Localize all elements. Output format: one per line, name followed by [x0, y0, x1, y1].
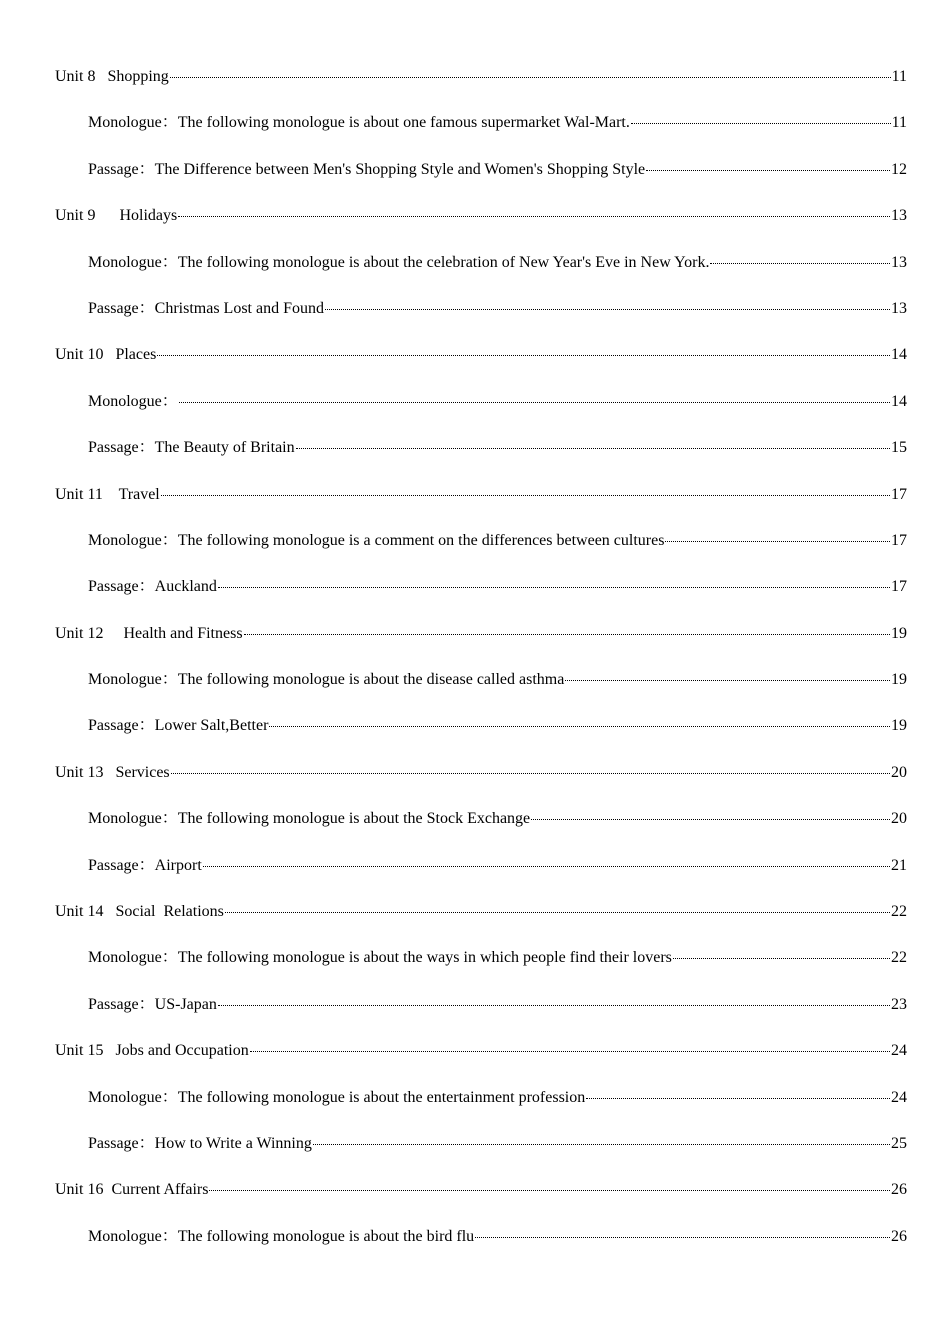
- toc-page-number: 25: [891, 1134, 907, 1152]
- toc-page-number: 23: [891, 995, 907, 1013]
- dot-leader: [710, 263, 890, 264]
- toc-entry-title: Passage：Airport: [88, 856, 202, 874]
- dot-leader: [209, 1190, 890, 1191]
- toc-entry-title: Passage：How to Write a Winning: [88, 1134, 312, 1152]
- toc-passage-entry[interactable]: [55, 1133, 907, 1179]
- toc-monologue-entry[interactable]: [55, 391, 907, 437]
- dot-leader: [161, 495, 890, 496]
- toc-monologue-entry[interactable]: [55, 252, 907, 298]
- toc-page-number: 14: [891, 346, 907, 364]
- toc-page-number: 13: [891, 299, 907, 317]
- dot-leader: [665, 541, 890, 542]
- toc-entry-title: Monologue：The following monologue is about the celebration of New Year's Eve in New York.: [88, 253, 710, 271]
- toc-monologue-entry[interactable]: [55, 808, 907, 854]
- toc-page-number: 24: [891, 1088, 907, 1106]
- toc-entry-title: Passage：Auckland: [88, 578, 217, 596]
- toc-entry-title: Passage：The Difference between Men's Shopping Style and Women's Shopping Style: [88, 160, 646, 178]
- dot-leader: [250, 1051, 890, 1052]
- toc-page-number: 13: [891, 253, 907, 271]
- toc-entry-title: Passage：US-Japan: [88, 995, 217, 1013]
- toc-entry-title: Unit 13 Services: [55, 763, 170, 781]
- dot-leader: [171, 773, 890, 774]
- toc-entry-title: Monologue：The following monologue is a comment on the differences between cultures: [88, 531, 665, 549]
- dot-leader: [218, 1005, 890, 1006]
- toc-passage-entry[interactable]: [55, 159, 907, 205]
- toc-page-number: 11: [891, 68, 907, 85]
- toc-entry-title: Unit 8 Shopping: [55, 68, 169, 85]
- toc-passage-entry[interactable]: [55, 715, 907, 761]
- dot-leader: [225, 912, 890, 913]
- toc-page-number: 22: [891, 903, 907, 921]
- toc-entry-title: Unit 9 Holidays: [55, 207, 178, 225]
- toc-page-number: 14: [891, 392, 907, 410]
- toc-passage-entry[interactable]: [55, 298, 907, 344]
- dot-leader: [218, 587, 890, 588]
- toc-unit-entry[interactable]: [55, 762, 907, 808]
- toc-page-number: 20: [891, 763, 907, 781]
- toc-monologue-entry[interactable]: [55, 112, 907, 158]
- dot-leader: [673, 958, 890, 959]
- toc-monologue-entry[interactable]: [55, 530, 907, 576]
- toc-page-number: 15: [891, 439, 907, 457]
- toc-entry-title: Passage：Christmas Lost and Found: [88, 299, 324, 317]
- dot-leader: [646, 170, 890, 171]
- toc-page-number: 17: [891, 578, 907, 596]
- toc-entry-title: Passage：Lower Salt,Better: [88, 717, 269, 735]
- dot-leader: [170, 77, 891, 78]
- dot-leader: [203, 866, 890, 867]
- toc-entry-title: Monologue：The following monologue is about the bird flu: [88, 1227, 475, 1245]
- table-of-contents: [55, 66, 907, 1272]
- dot-leader: [244, 634, 890, 635]
- toc-passage-entry[interactable]: [55, 855, 907, 901]
- toc-monologue-entry[interactable]: [55, 1087, 907, 1133]
- toc-page-number: 22: [891, 949, 907, 967]
- dot-leader: [296, 448, 890, 449]
- toc-passage-entry[interactable]: [55, 576, 907, 622]
- toc-entry-title: Unit 11 Travel: [55, 485, 160, 503]
- toc-unit-entry[interactable]: [55, 623, 907, 669]
- toc-passage-entry[interactable]: [55, 994, 907, 1040]
- dot-leader: [586, 1098, 890, 1099]
- toc-page-number: 17: [891, 531, 907, 549]
- dot-leader: [325, 309, 890, 310]
- toc-page-number: 17: [891, 485, 907, 503]
- toc-unit-entry[interactable]: [55, 484, 907, 530]
- toc-unit-entry[interactable]: [55, 66, 907, 112]
- dot-leader: [475, 1237, 890, 1238]
- dot-leader: [313, 1144, 890, 1145]
- toc-entry-title: Unit 12 Health and Fitness: [55, 624, 243, 642]
- toc-entry-title: Monologue：: [88, 392, 178, 410]
- toc-entry-title: Monologue：The following monologue is about the Stock Exchange: [88, 810, 531, 828]
- toc-page-number: 20: [891, 810, 907, 828]
- dot-leader: [179, 402, 890, 403]
- toc-unit-entry[interactable]: [55, 901, 907, 947]
- toc-entry-title: Monologue：The following monologue is about the ways in which people find their lovers: [88, 949, 672, 967]
- toc-entry-title: Monologue：The following monologue is about the disease called asthma: [88, 671, 565, 689]
- toc-unit-entry[interactable]: [55, 1040, 907, 1086]
- dot-leader: [157, 355, 890, 356]
- toc-unit-entry[interactable]: [55, 1179, 907, 1225]
- toc-page-number: 19: [891, 717, 907, 735]
- toc-entry-title: Passage：The Beauty of Britain: [88, 439, 295, 457]
- toc-entry-title: Unit 10 Places: [55, 346, 157, 364]
- toc-page-number: 26: [891, 1227, 907, 1245]
- toc-page-number: 24: [891, 1042, 907, 1060]
- toc-entry-title: Monologue：The following monologue is about the entertainment profession: [88, 1088, 586, 1106]
- dot-leader: [178, 216, 890, 217]
- toc-entry-title: Unit 15 Jobs and Occupation: [55, 1042, 249, 1060]
- toc-page-number: 19: [891, 624, 907, 642]
- toc-unit-entry[interactable]: [55, 205, 907, 251]
- toc-entry-title: Unit 16 Current Affairs: [55, 1181, 209, 1199]
- toc-monologue-entry[interactable]: [55, 947, 907, 993]
- toc-page-number: 19: [891, 671, 907, 689]
- toc-page-number: 11: [891, 114, 907, 132]
- toc-page-number: 13: [891, 207, 907, 225]
- toc-page-number: 26: [891, 1181, 907, 1199]
- dot-leader: [565, 680, 890, 681]
- dot-leader: [269, 726, 890, 727]
- dot-leader: [631, 123, 891, 124]
- toc-entry-title: Unit 14 Social Relations: [55, 903, 224, 921]
- toc-entry-title: Monologue：The following monologue is about one famous supermarket Wal-Mart.: [88, 114, 630, 132]
- toc-page-number: 12: [891, 160, 907, 178]
- toc-page-number: 21: [891, 856, 907, 874]
- toc-monologue-entry[interactable]: [55, 1226, 907, 1272]
- dot-leader: [531, 819, 890, 820]
- toc-monologue-entry[interactable]: [55, 669, 907, 715]
- toc-passage-entry[interactable]: [55, 437, 907, 483]
- toc-unit-entry[interactable]: [55, 344, 907, 390]
